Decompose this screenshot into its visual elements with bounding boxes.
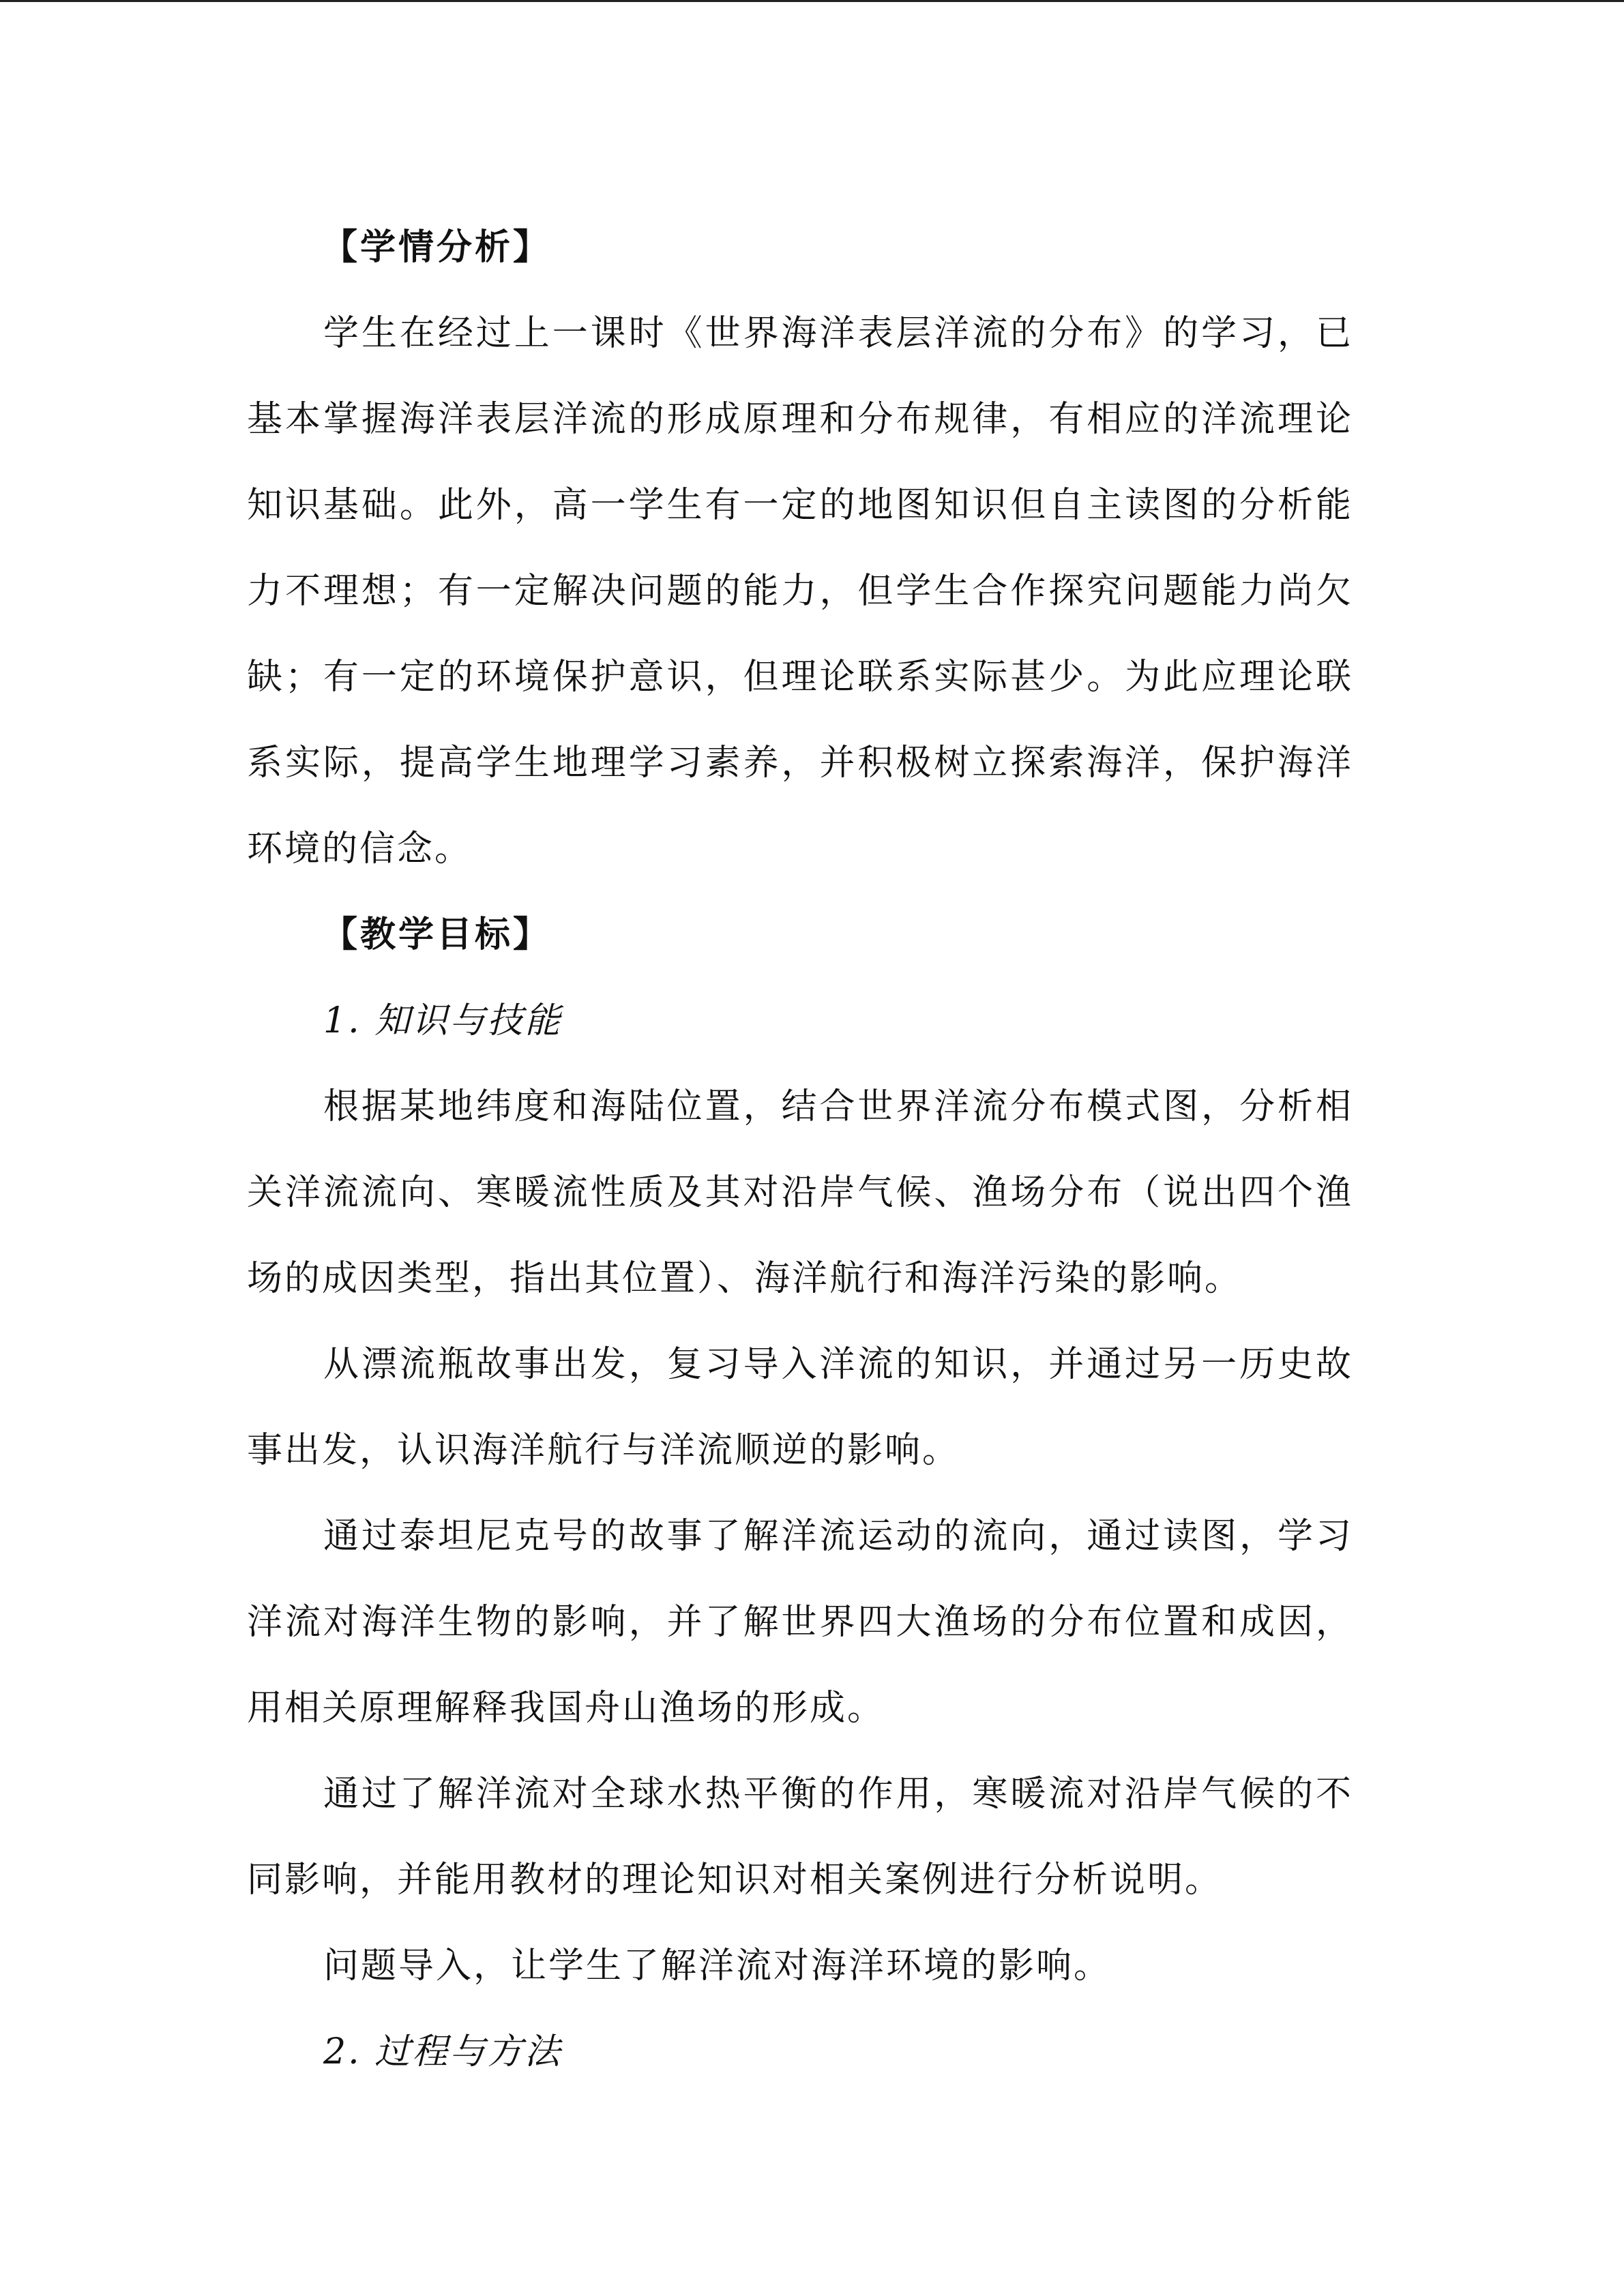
paragraph-objective-1: 根据某地纬度和海陆位置，结合世界洋流分布模式图，分析相关洋流流向、寒暖流性质及其对沿岸气候、渔场分布（说出四个渔场的成因类型，指出其位置）、海洋航行和海洋污染的影响。 <box>247 1086 1353 1299</box>
subheading-knowledge-skills: 1. 知识与技能 <box>323 1000 563 1041</box>
paragraph-objective-3: 通过泰坦尼克号的故事了解洋流运动的流向，通过读图，学习洋流对海洋生物的影响，并了解世界四大渔场的分布位置和成因，用相关原理解释我国舟山渔场的形成。 <box>247 1516 1353 1729</box>
document-body <box>247 205 1353 2095</box>
subheading-process-method: 2. 过程与方法 <box>323 2031 563 2072</box>
section-heading-learning-analysis: 【学情分析】 <box>322 226 552 268</box>
top-border-line <box>0 0 1624 2</box>
paragraph-objective-4: 通过了解洋流对全球水热平衡的作用，寒暖流对沿岸气候的不同影响，并能用教材的理论知识对相关案例进行分析说明。 <box>247 1774 1353 1900</box>
paragraph-learning-analysis: 学生在经过上一课时《世界海洋表层洋流的分布》的学习，已基本掌握海洋表层洋流的形成原理和分布规律，有相应的洋流理论知识基础。此外，高一学生有一定的地图知识但自主读图的分析能力不理想；有一定解决问题的能力，但学生合作探究问题能力尚欠缺；有一定的环境保护意识，但理论联系实际甚少。为此应理论联系实际，提高学生地理学习素养，并积极树立探索海洋，保护海洋环境的信念。 <box>247 313 1353 869</box>
section-heading-teaching-objectives: 【教学目标】 <box>322 914 552 955</box>
paragraph-objective-5: 问题导入，让学生了解洋流对海洋环境的影响。 <box>323 1945 1112 1986</box>
paragraph-objective-2: 从漂流瓶故事出发，复习导入洋流的知识，并通过另一历史故事出发，认识海洋航行与洋流顺逆的影响。 <box>247 1344 1353 1471</box>
